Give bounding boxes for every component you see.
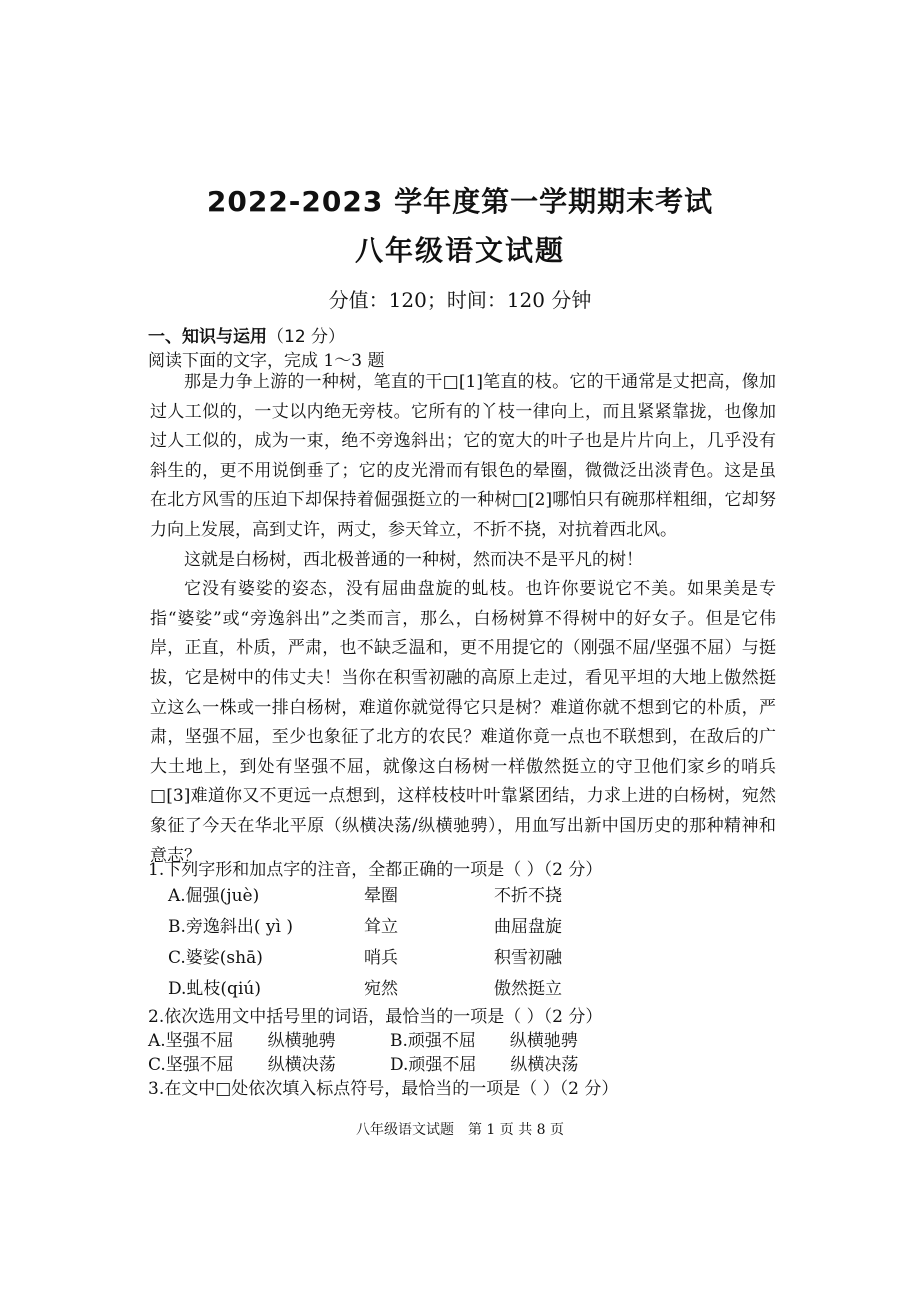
exam-title: 2022-2023 学年度第一学期期末考试 [206, 185, 714, 218]
option-a-word-3: 不折不挠 [494, 886, 562, 906]
section-title: 一、知识与运用 [148, 327, 267, 347]
option-b-word: B.旁逸斜出( yì ) [168, 917, 294, 937]
option-d-word-3: 傲然挺立 [494, 979, 562, 999]
option-d-word-2: 宛然 [364, 979, 398, 999]
option-c: C.坚强不屈 纵横决荡 [148, 1055, 336, 1075]
option-b-word-3: 曲屈盘旋 [494, 917, 562, 937]
option-a: A.坚强不屈 纵横驰骋 [148, 1031, 336, 1051]
option-c-word-3: 积雪初融 [494, 948, 562, 968]
option-d: D.顽强不屈 纵横决荡 [390, 1055, 579, 1075]
option-c-word-2: 哨兵 [364, 948, 398, 968]
section-instruction: 阅读下面的文字，完成 1～3 题 [148, 351, 385, 371]
reading-passage [150, 368, 776, 871]
section-heading [148, 322, 345, 347]
exam-meta: 分值：120；时间：120 分钟 [328, 288, 592, 312]
option-b: B.顽强不屈 纵横驰骋 [390, 1031, 578, 1051]
question-3-stem: 3.在文中□处依次填入标点符号，最恰当的一项是（ ）（2 分） [148, 1079, 619, 1099]
section-score: （12 分） [267, 327, 346, 347]
exam-subtitle: 八年级语文试题 [354, 234, 565, 267]
option-d-word: D.虬枝(qiú) [168, 979, 261, 999]
passage-paragraph-2: 这就是白杨树，西北极普通的一种树，然而决不是平凡的树！ [184, 549, 643, 570]
question-1-stem: 1.下列字形和加点字的注音，全都正确的一项是（ ）（2 分） [148, 860, 603, 880]
passage-paragraph-1: 那是力争上游的一种树，笔直的干□[1]笔直的枝。它的干通常是丈把高，像加过人工似的，一丈以内绝无旁枝。它所有的丫枝一律向上，而且紧紧靠拢，也像加过人工似的，成为一束，绝不旁逸斜出；它的宽大的叶子也是片片向上，几乎没有斜生的，更不用说倒垂了；它的皮光滑而有银色的晕圈，微微泛出淡青色。这是虽在北方风雪的压迫下却保持着倔强挺立的一种树□[2]哪怕只有碗那样粗细，它却努力向上发展，高到丈许，两丈，参天耸立，不折不挠，对抗着西北风。 [150, 372, 776, 540]
option-a-word: A.倔强(juè) [168, 886, 260, 906]
option-b-word-2: 耸立 [364, 917, 398, 937]
passage-paragraph-3: 它没有婆娑的姿态，没有屈曲盘旋的虬枝。也许你要说它不美。如果美是专指“婆娑”或“旁逸斜出”之类而言，那么，白杨树算不得树中的好女子。但是它伟岸，正直，朴质，严肃，也不缺乏温和，更不用提它的（刚强不屈/坚强不屈）与挺拔，它是树中的伟丈夫！当你在积雪初融的高原上走过，看见平坦的大地上傲然挺立这么一株或一排白杨树，难道你就觉得它只是树？难道你就不想到它的朴质，严肃，坚强不屈，至少也象征了北方的农民？难道你竟一点也不联想到，在敌后的广大土地上，到处有坚强不屈，就像这白杨树一样傲然挺立的守卫他们家乡的哨兵□[3]难道你又不更远一点想到，这样枝枝叶叶靠紧团结，力求上进的白杨树，宛然象征了今天在华北平原（纵横决荡/纵横驰骋），用血写出新中国历史的那种精神和意志？ [150, 579, 776, 866]
page-footer: 八年级语文试题 第 1 页 共 8 页 [355, 1122, 565, 1138]
option-a-word-2: 晕圈 [364, 886, 398, 906]
question-2-stem: 2.依次选用文中括号里的词语，最恰当的一项是（ ）（2 分） [148, 1007, 603, 1027]
option-c-word: C.婆娑(shā) [168, 948, 263, 968]
